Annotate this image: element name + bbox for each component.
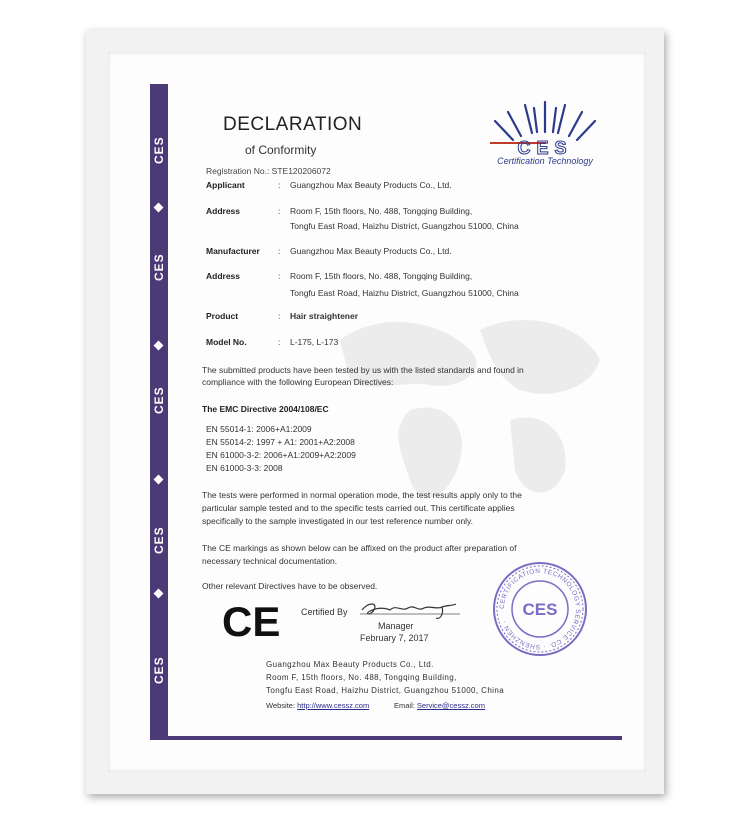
email-link[interactable]: Service@cessz.com (416, 701, 485, 710)
ces-seal (492, 561, 588, 657)
website-label: Website: (266, 701, 298, 710)
diamond-icon (154, 475, 164, 485)
diamond-icon (154, 589, 164, 599)
diamond-icon (154, 341, 164, 351)
signature-date: February 7, 2017 (360, 633, 429, 643)
tests-line: particular sample tested and to the specific tests carried out. This certificate applies (202, 503, 515, 513)
colon: : (278, 180, 281, 190)
applicant-label: Applicant (206, 180, 245, 190)
standard-item: EN 55014-2: 1997 + A1: 2001+A2:2008 (206, 437, 355, 447)
address-label: Address (206, 206, 241, 216)
standard-item: EN 61000-3-2: 2006+A1:2009+A2:2009 (206, 450, 356, 460)
seal-ring-text: CERTIFICATION TECHNOLOGY SERVICE CO. · SHENZHEN · (498, 567, 582, 651)
model-label: Model No. (206, 337, 247, 347)
address-label: Address (206, 271, 241, 281)
ces-logo (470, 96, 620, 172)
registration-number: Registration No.: STE120206072 (206, 166, 331, 176)
tests-line: specifically to the sample investigated in our test reference number only. (202, 516, 474, 526)
logo-mark: CES (517, 138, 573, 158)
sidebar-label: CES (152, 526, 166, 554)
footer-address: Tongfu East Road, Haizhu District, Guangzhou 51000, China (266, 686, 505, 695)
ce-mark-text: CE (222, 598, 280, 640)
sidebar-label: CES (152, 253, 166, 281)
colon: : (278, 337, 281, 347)
footer-website-row (266, 701, 369, 710)
product-label: Product (206, 311, 239, 321)
sidebar-label: CES (152, 136, 166, 164)
world-map-watermark (320, 300, 610, 520)
diamond-icon (154, 203, 164, 213)
signer-role: Manager (378, 621, 414, 631)
applicant-value: Guangzhou Max Beauty Products Co., Ltd. (290, 180, 452, 190)
ce-mark-icon (222, 598, 280, 640)
footer-email-row (394, 701, 485, 710)
footer-company: Guangzhou Max Beauty Products Co., Ltd. (266, 660, 434, 669)
email-label: Email: (394, 701, 417, 710)
address-line: Tongfu East Road, Haizhu District, Guangzhou 51000, China (290, 288, 519, 298)
address-line: Room F, 15th floors, No. 488, Tongqing Building, (290, 206, 473, 216)
ce-marking-line: necessary technical documentation. (202, 556, 338, 566)
standard-item: EN 55014-1: 2006+A1:2009 (206, 424, 312, 434)
seal-center-text: CES (522, 600, 558, 619)
colon: : (278, 311, 281, 321)
sidebar-band (150, 84, 168, 740)
model-value: L-175, L-173 (290, 337, 339, 347)
other-directives: Other relevant Directives have to be observed. (202, 581, 378, 591)
address-line: Room F, 15th floors, No. 488, Tongqing Building, (290, 271, 473, 281)
sidebar-label: CES (152, 656, 166, 684)
signature-icon (356, 596, 466, 622)
footer-address: Room F, 15th floors, No. 488, Tongqing Building, (266, 673, 457, 682)
manufacturer-label: Manufacturer (206, 246, 260, 256)
ce-marking-line: The CE markings as shown below can be affixed on the product after preparation of (202, 543, 517, 553)
address-line: Tongfu East Road, Haizhu District, Guangzhou 51000, China (290, 221, 519, 231)
standard-item: EN 61000-3-3: 2008 (206, 463, 283, 473)
colon: : (278, 206, 281, 216)
bottom-rule (150, 736, 622, 740)
directive-heading: The EMC Directive 2004/108/EC (202, 404, 329, 414)
manufacturer-value: Guangzhou Max Beauty Products Co., Ltd. (290, 246, 452, 256)
certified-by-label: Certified By (301, 607, 348, 617)
logo-tagline: Certification Technology (497, 156, 593, 166)
page-subtitle: of Conformity (245, 143, 317, 157)
product-value: Hair straightener (290, 311, 359, 321)
colon: : (278, 271, 281, 281)
statement-line: compliance with the following European Directives: (202, 377, 394, 387)
website-link[interactable]: http://www.cessz.com (297, 701, 370, 710)
sunburst-icon (470, 96, 620, 158)
tests-line: The tests were performed in normal operation mode, the test results apply only to the (202, 490, 522, 500)
statement-line: The submitted products have been tested by us with the listed standards and found in (202, 365, 524, 375)
page-title: DECLARATION (223, 114, 363, 135)
sidebar-label: CES (152, 386, 166, 414)
colon: : (278, 246, 281, 256)
